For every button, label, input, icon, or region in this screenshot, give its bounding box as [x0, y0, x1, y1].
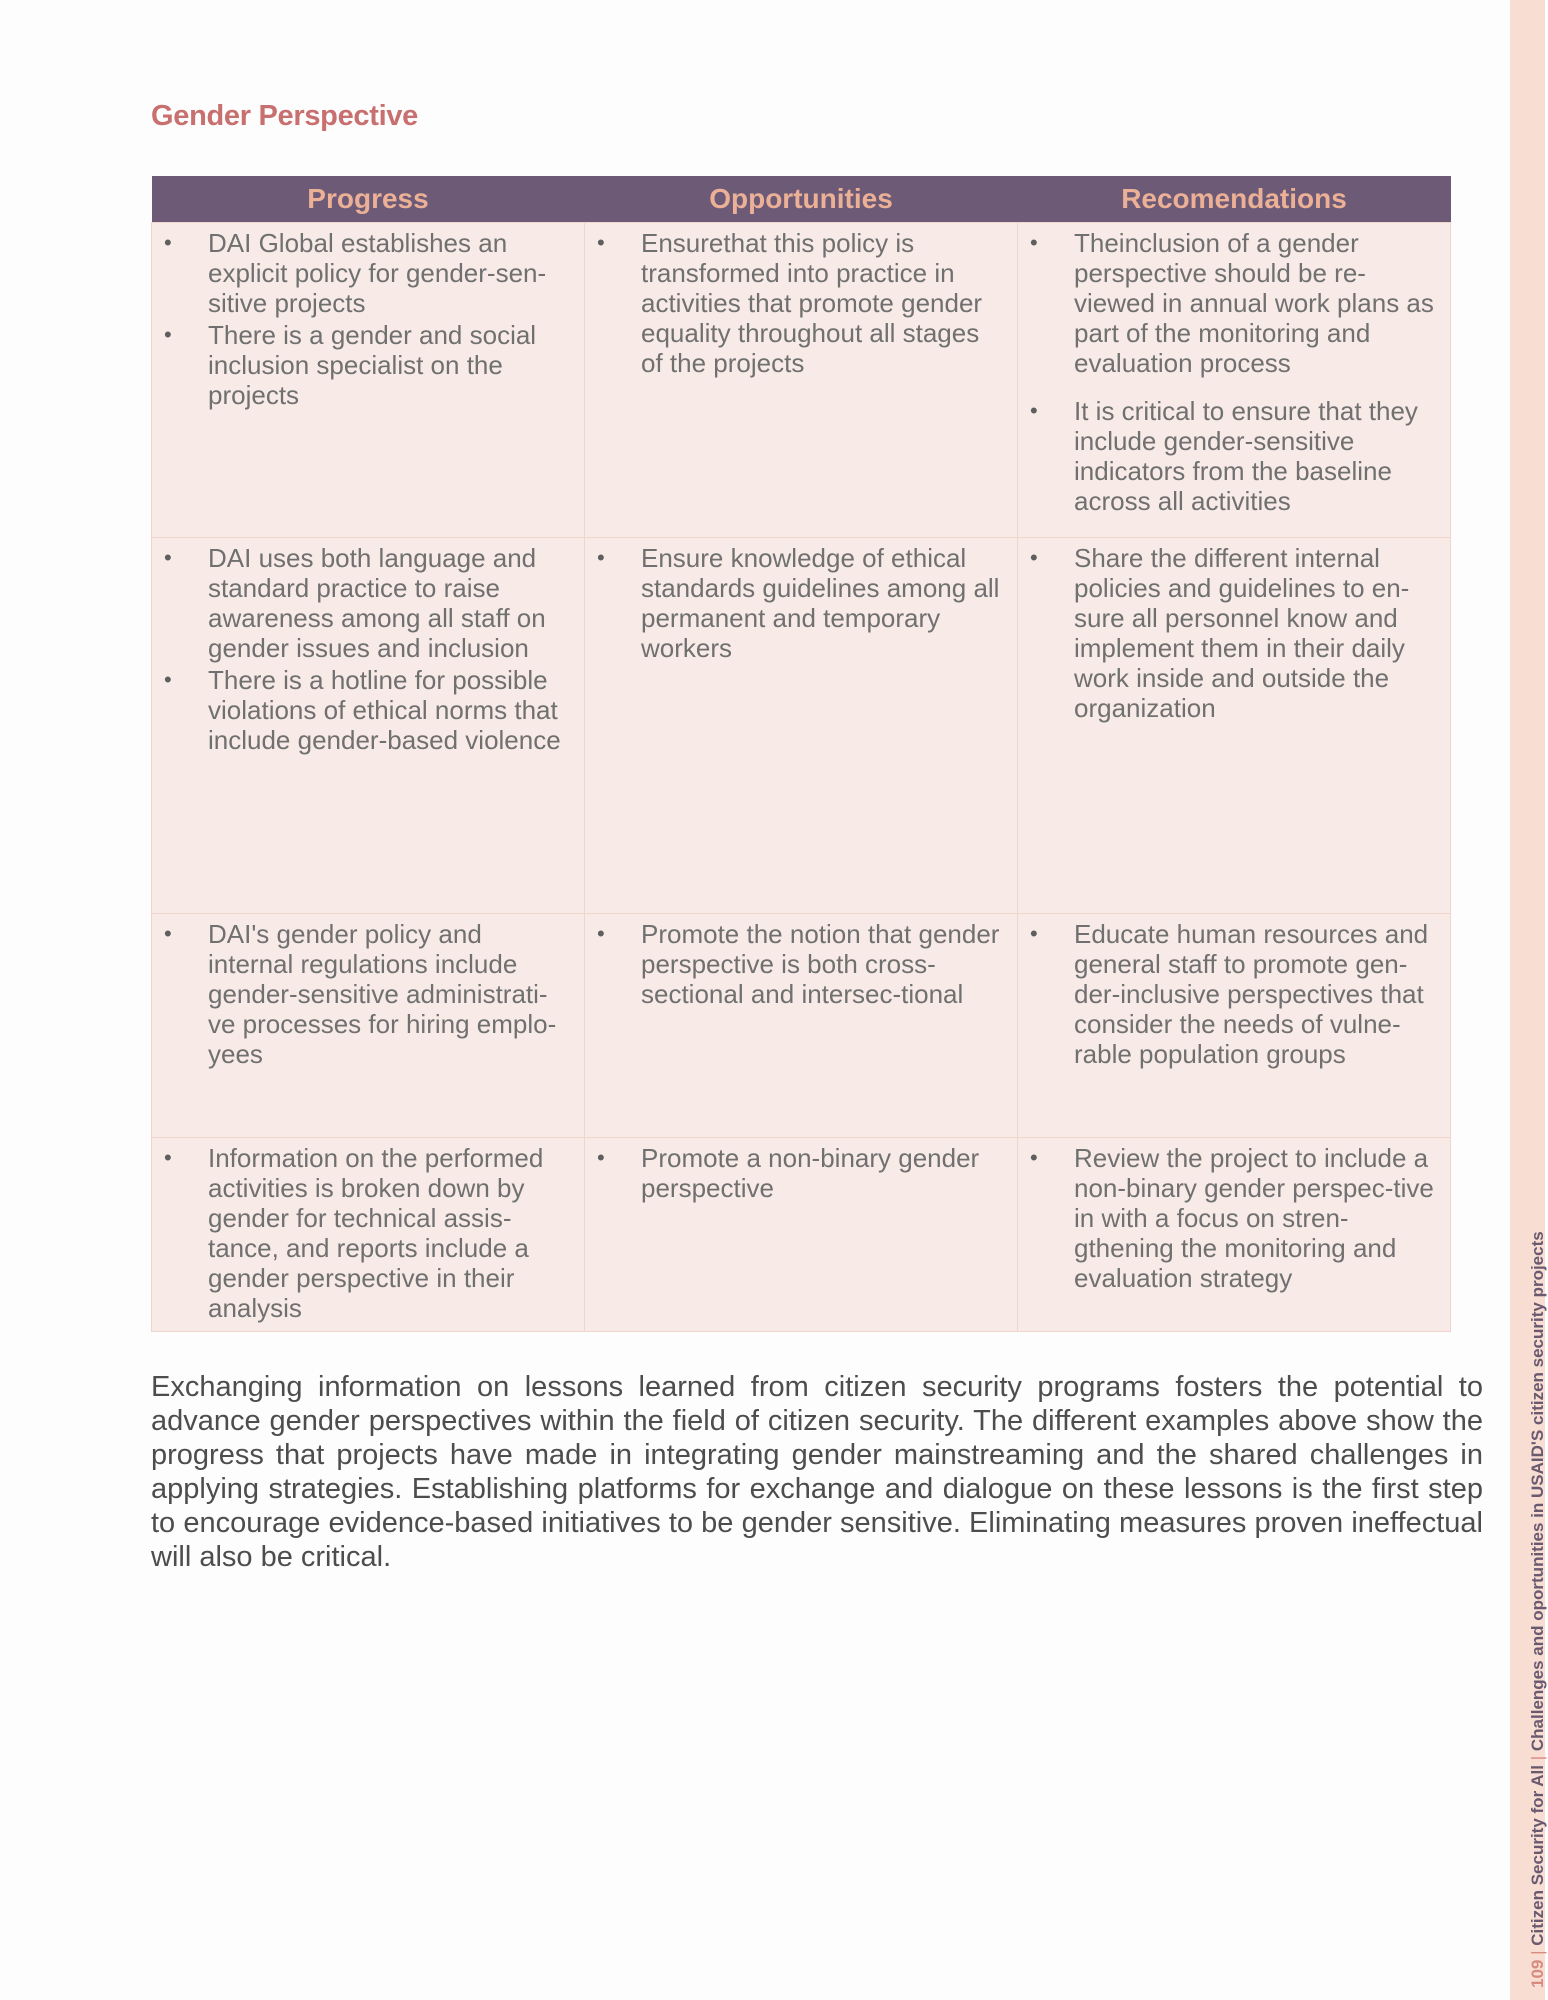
- opportunities-list: [597, 543, 1005, 663]
- table-row: [152, 538, 1451, 914]
- recommendations-list: [1030, 919, 1438, 1069]
- list-item: • It is critical to ensure that they include gender-sensitive indicators from the baseline across all activities: [1030, 396, 1438, 516]
- opportunities-list: [597, 1143, 1005, 1203]
- gender-perspective-table: [151, 176, 1451, 1332]
- recommendations-list: [1030, 1143, 1438, 1293]
- list-item: • Theinclusion of a gender perspective should be re-viewed in annual work plans as part of the monitoring and evaluation process: [1030, 228, 1438, 378]
- opportunities-cell: [585, 538, 1018, 914]
- list-item: • There is a gender and social inclusion specialist on the projects: [164, 320, 572, 410]
- opportunities-list: [597, 228, 1005, 378]
- separator: |: [1528, 1755, 1547, 1761]
- list-item: • Promote a non-binary gender perspective: [597, 1143, 1005, 1203]
- page-number: 109: [1528, 1959, 1547, 1988]
- separator: |: [1528, 1950, 1547, 1955]
- list-item: • Educate human resources and general staff to promote gen-der-inclusive perspectives that consider the needs of vulne-rable population groups: [1030, 919, 1438, 1069]
- list-item: • Promote the notion that gender perspective is both cross-sectional and intersec-tional: [597, 919, 1005, 1009]
- progress-cell: [152, 914, 585, 1138]
- recommendations-list: [1030, 228, 1438, 516]
- list-item: • Information on the performed activities is broken down by gender for technical assis-tance, and reports include a gender perspective in their analysis: [164, 1143, 572, 1323]
- list-item: • Review the project to include a non-binary gender perspec-tive in with a focus on stren-gthening the monitoring and evaluation strategy: [1030, 1143, 1438, 1293]
- closing-paragraph: Exchanging information on lessons learned from citizen security programs fosters the potential to advance gender perspectives within the field of citizen security. The different examples above show the progress that projects have made in integrating gender mainstreaming and the shared challenges in applying strategies. Establishing platforms for exchange and dialogue on these lessons is the first step to encourage evidence-based initiatives to be gender sensitive. Eliminating measures proven ineffectual will also be critical.: [151, 1371, 1483, 1573]
- running-footer: [1528, 1231, 1548, 1988]
- running-title: Citizen Security for All: [1528, 1765, 1547, 1946]
- opportunities-list: [597, 919, 1005, 1009]
- list-item: • DAI's gender policy and internal regulations include gender-sensitive administrati-ve processes for hiring emplo-yees: [164, 919, 572, 1069]
- progress-list: [164, 543, 572, 755]
- table-header-row: [152, 176, 1451, 223]
- opportunities-cell: [585, 1138, 1018, 1332]
- running-subtitle: Challenges and oportunities in USAID'S citizen security projects: [1528, 1231, 1547, 1752]
- progress-list: [164, 919, 572, 1069]
- table-row: [152, 223, 1451, 538]
- progress-cell: [152, 538, 585, 914]
- recommendations-list: [1030, 543, 1438, 723]
- recommendations-cell: [1018, 538, 1451, 914]
- opportunities-cell: [585, 223, 1018, 538]
- progress-list: [164, 228, 572, 410]
- list-item: • Ensurethat this policy is transformed into practice in activities that promote gender equality throughout all stages of the projects: [597, 228, 1005, 378]
- list-item: • There is a hotline for possible violations of ethical norms that include gender-based violence: [164, 665, 572, 755]
- list-item: • DAI uses both language and standard practice to raise awareness among all staff on gender issues and inclusion: [164, 543, 572, 663]
- opportunities-cell: [585, 914, 1018, 1138]
- progress-cell: [152, 223, 585, 538]
- recommendations-cell: [1018, 914, 1451, 1138]
- table-row: [152, 914, 1451, 1138]
- progress-list: [164, 1143, 572, 1323]
- header-recommendations: Recomendations: [1018, 176, 1451, 223]
- table-row: [152, 1138, 1451, 1332]
- header-opportunities: Opportunities: [585, 176, 1018, 223]
- list-item: • Ensure knowledge of ethical standards guidelines among all permanent and temporary workers: [597, 543, 1005, 663]
- section-title: Gender Perspective: [151, 100, 419, 132]
- list-item: • Share the different internal policies and guidelines to en-sure all personnel know and implement them in their daily work inside and outside the organization: [1030, 543, 1438, 723]
- header-progress: Progress: [152, 176, 585, 223]
- recommendations-cell: [1018, 223, 1451, 538]
- list-item: • DAI Global establishes an explicit policy for gender-sen-sitive projects: [164, 228, 572, 318]
- recommendations-cell: [1018, 1138, 1451, 1332]
- progress-cell: [152, 1138, 585, 1332]
